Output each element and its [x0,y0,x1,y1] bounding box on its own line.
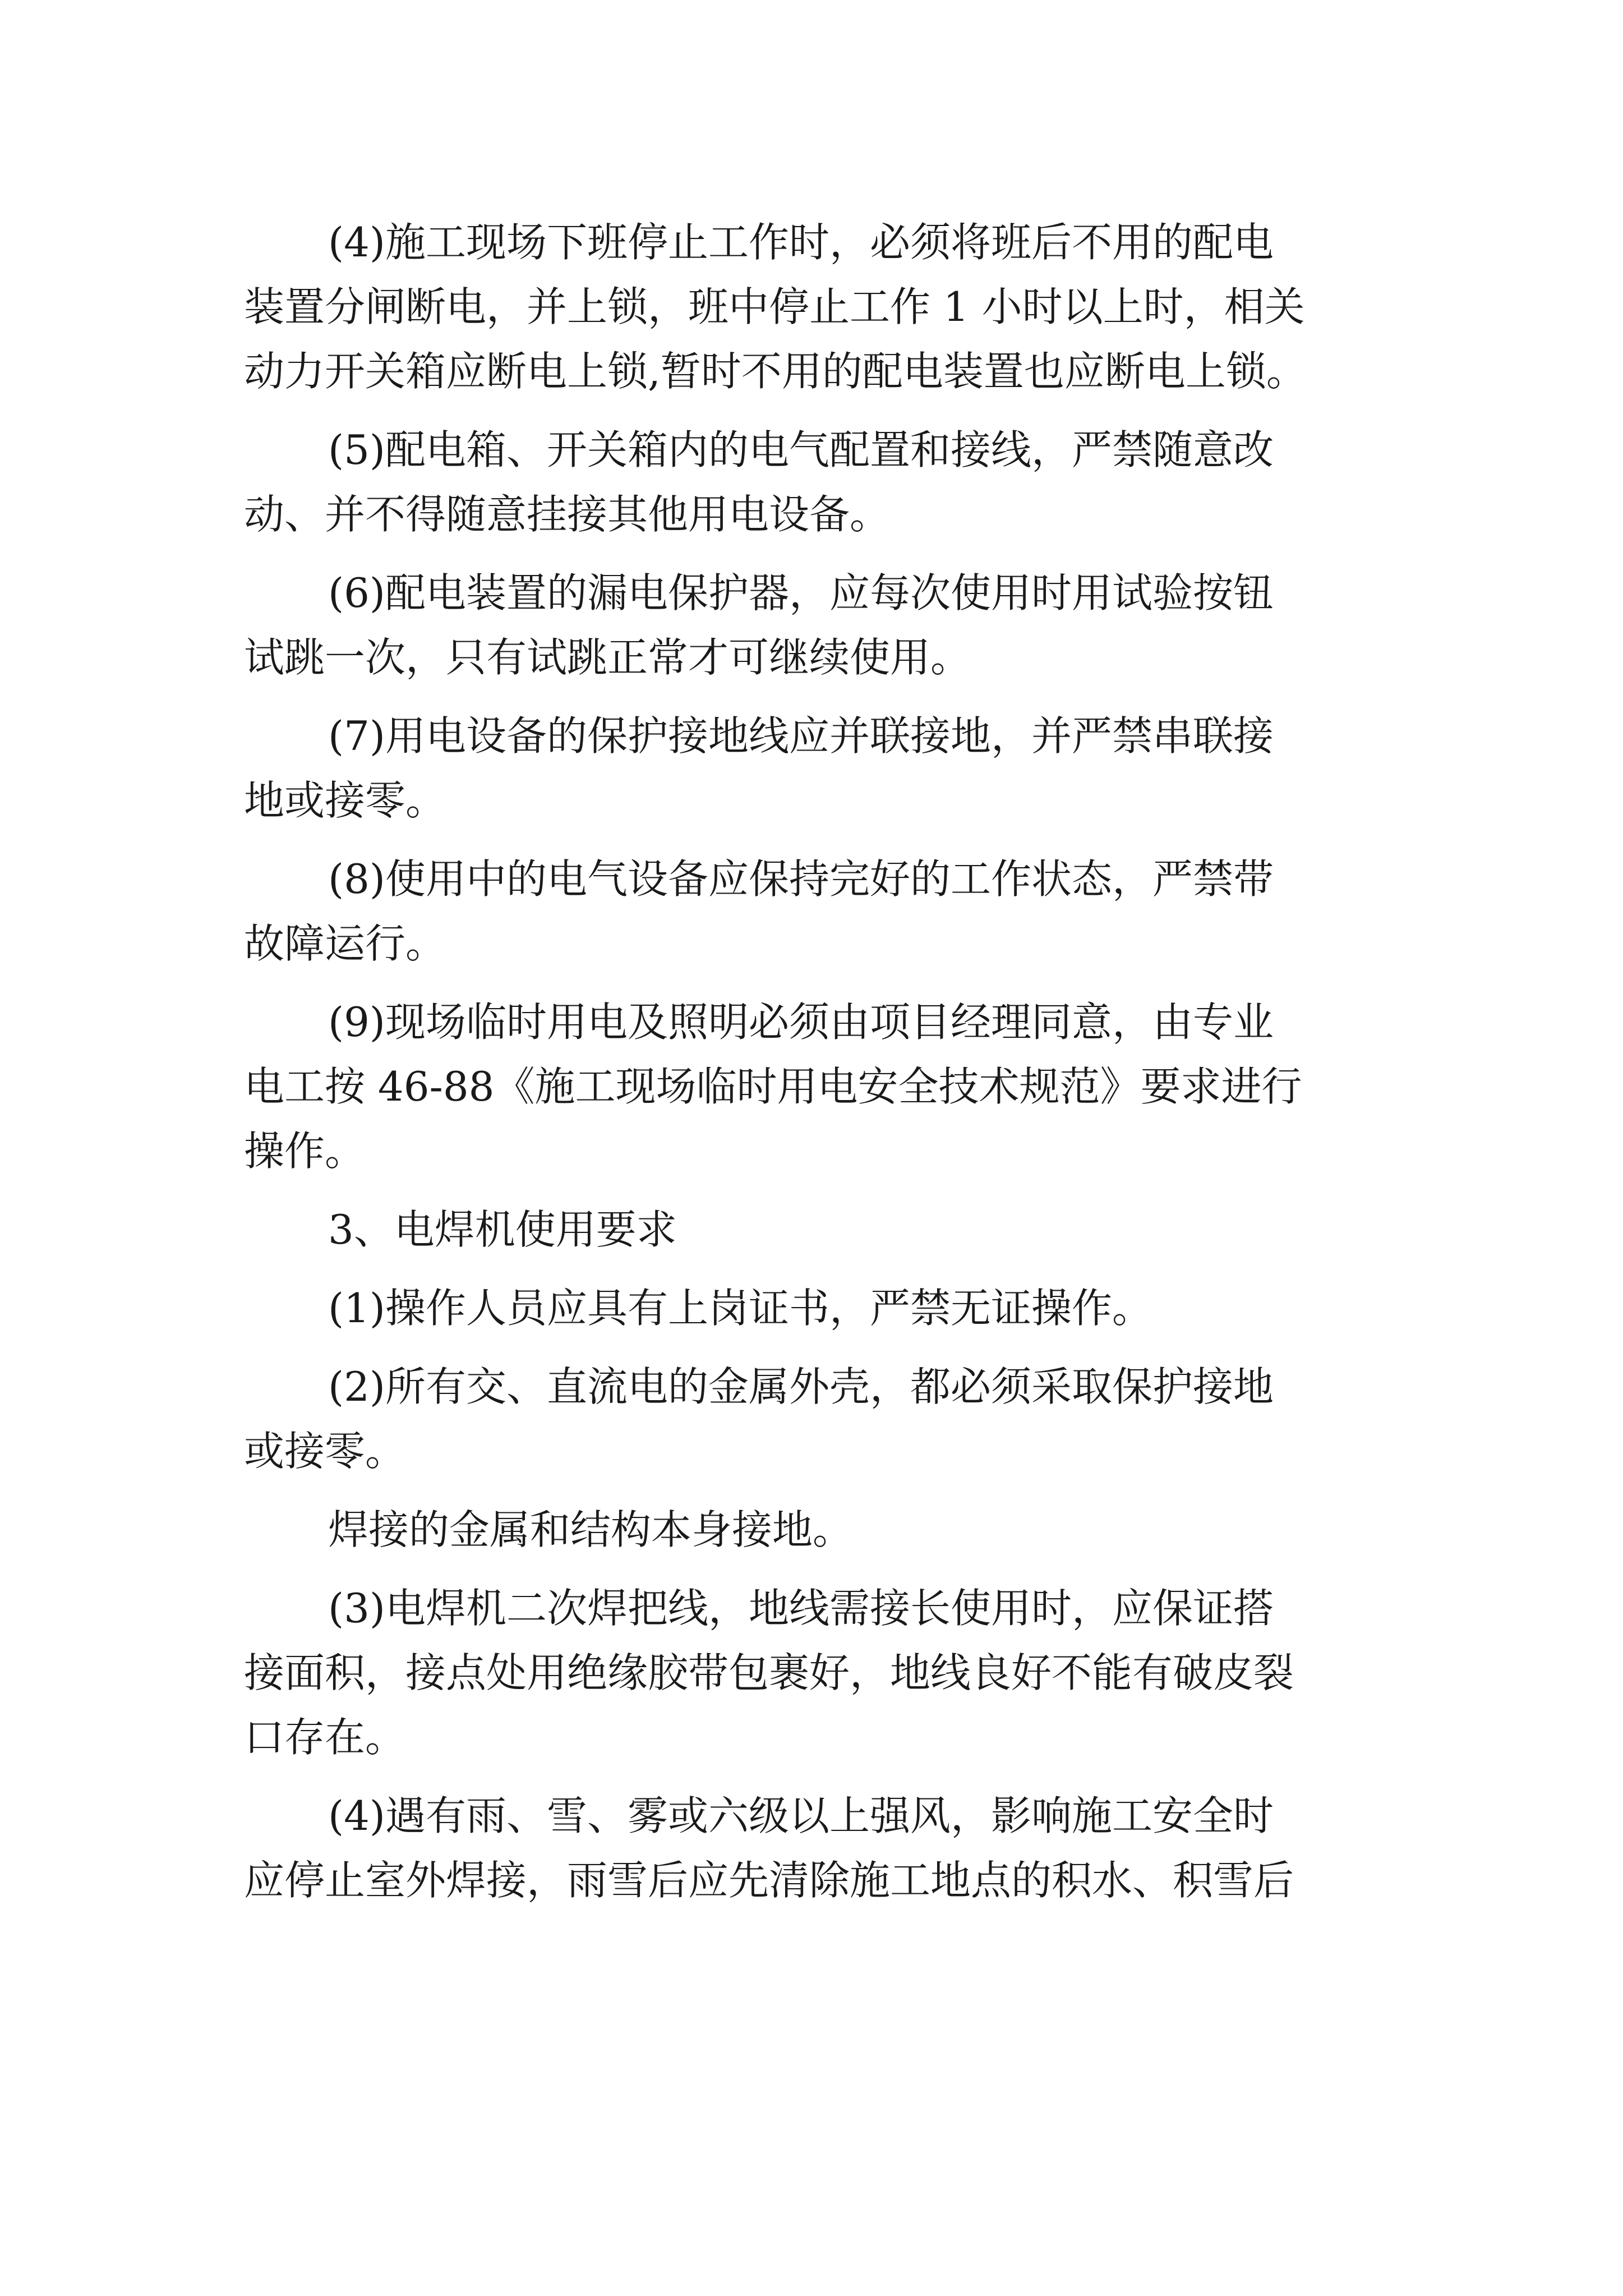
text-line: 操作。 [244,1128,366,1175]
text-line: 或接零。 [244,1428,406,1475]
text-line: 应停止室外焊接，雨雪后应先清除施工地点的积水、积雪后 [244,1857,1294,1904]
text-line: (5)配电箱、开关箱内的电气配置和接线，严禁随意改 [328,426,1274,473]
text-line: 试跳一次，只有试跳正常才可继续使用。 [244,634,971,681]
text-line: (4)施工现场下班停止工作时，必须将班后不用的配电 [328,219,1274,266]
paragraph [244,418,1410,547]
text-line: 装置分闸断电，并上锁，班中停止工作 1 小时以上时，相关 [244,283,1305,330]
paragraph [244,1784,1410,1913]
paragraph [244,561,1410,690]
paragraph [244,1276,1410,1341]
text-line: 动、并不得随意挂接其他用电设备。 [244,491,891,538]
section-heading [244,1198,1410,1262]
text-line: 故障运行。 [244,920,446,967]
text-line: 3、电焊机使用要求 [328,1206,677,1253]
paragraph [244,210,1410,404]
text-line: (4)遇有雨、雪、雾或六级以上强风，影响施工安全时 [328,1792,1274,1839]
text-line: (6)配电装置的漏电保护器，应每次使用时用试验按钮 [328,569,1274,616]
text-line: 电工按 46-88《施工现场临时用电安全技术规范》要求进行 [244,1063,1302,1110]
text-line: 地或接零。 [244,777,446,824]
paragraph [244,704,1410,833]
text-line: (7)用电设备的保护接地线应并联接地，并严禁串联接 [328,712,1274,760]
text-line: 动力开关箱应断电上锁,暂时不用的配电装置也应断电上锁。 [244,348,1307,395]
text-line: (3)电焊机二次焊把线，地线需接长使用时，应保证搭 [328,1585,1274,1632]
document-body [244,210,1410,1927]
paragraph [244,1498,1410,1562]
paragraph [244,1576,1410,1770]
text-line: 焊接的金属和结构本身接地。 [328,1506,854,1553]
text-line: 口存在。 [244,1714,406,1761]
text-line: 接面积，接点处用绝缘胶带包裹好，地线良好不能有破皮裂 [244,1649,1294,1696]
text-line: (8)使用中的电气设备应保持完好的工作状态，严禁带 [328,855,1274,903]
paragraph [244,847,1410,976]
text-line: (9)现场临时用电及照明必须由项目经理同意，由专业 [328,999,1274,1046]
paragraph [244,1355,1410,1484]
paragraph [244,990,1410,1184]
text-line: (1)操作人员应具有上岗证书，严禁无证操作。 [328,1285,1152,1332]
text-line: (2)所有交、直流电的金属外壳，都必须采取保护接地 [328,1363,1274,1410]
